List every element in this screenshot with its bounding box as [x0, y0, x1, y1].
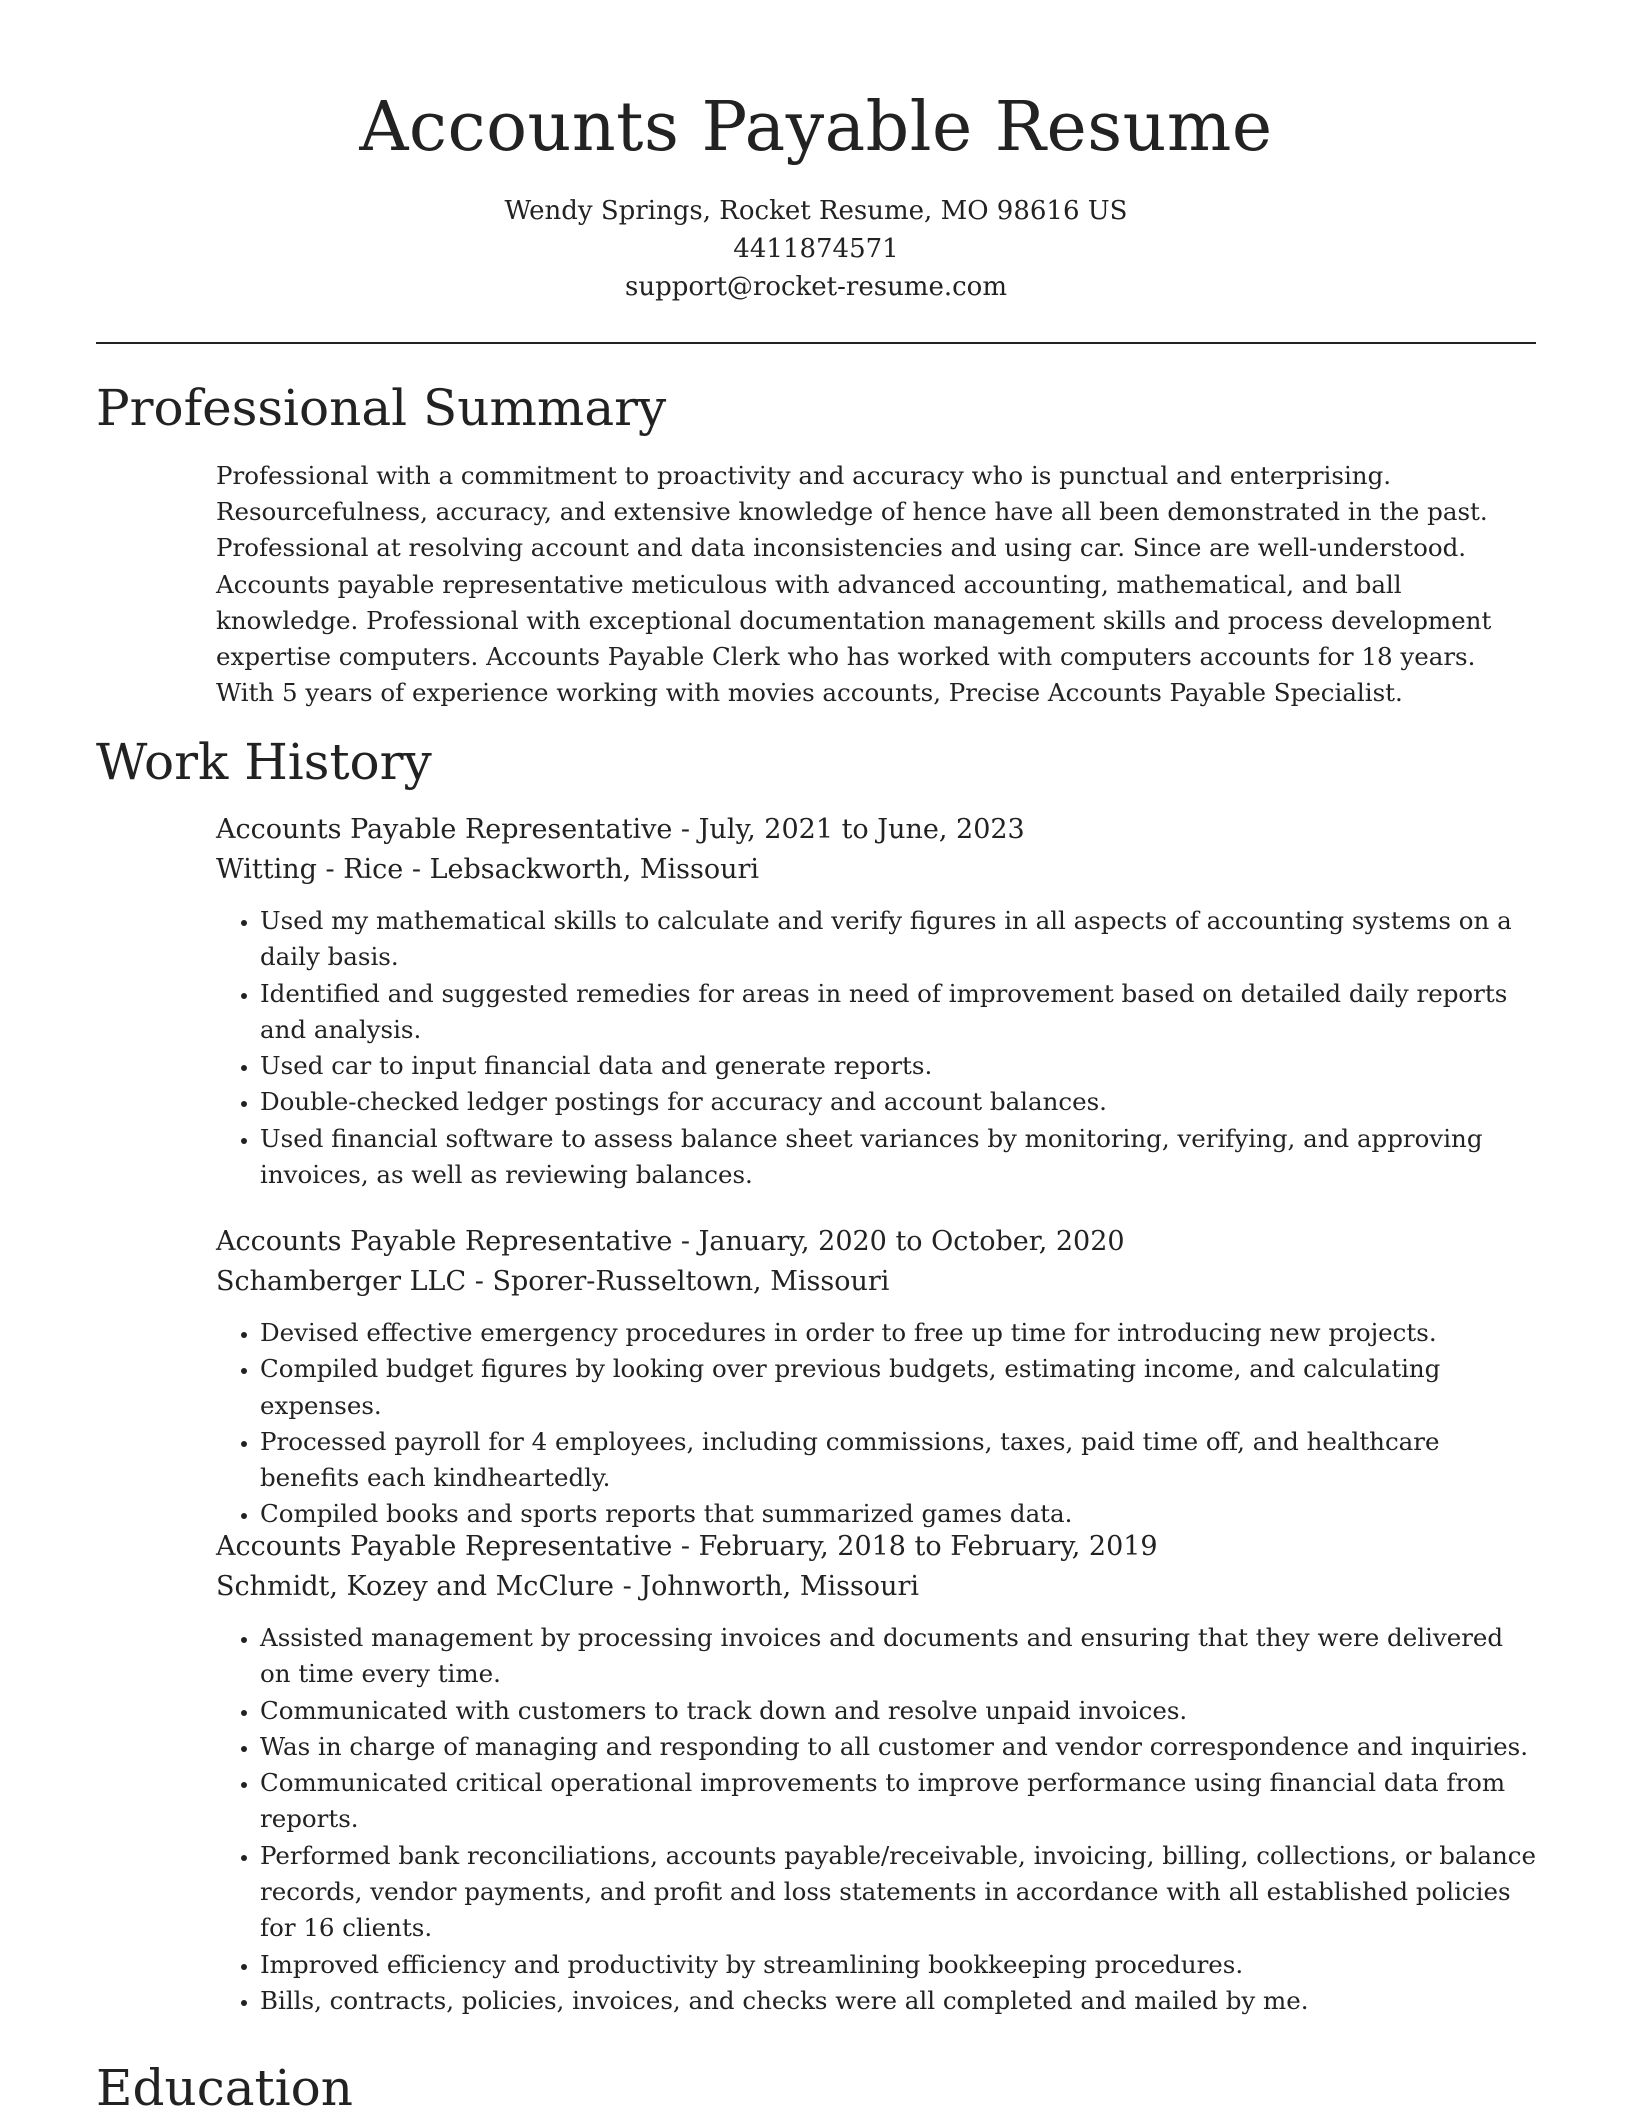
list-item: • Bills, contracts, policies, invoices, and checks were all completed and mailed by me. — [260, 1983, 1536, 2019]
job-title-line — [216, 810, 1536, 850]
job-entry — [216, 810, 1536, 1193]
job-entry — [216, 1222, 1536, 1533]
list-item: • Communicated critical operational improvements to improve performance using financial data from reports. — [260, 1765, 1536, 1838]
job-role: Accounts Payable Representative — [216, 1226, 673, 1257]
contact-address: Wendy Springs, Rocket Resume, MO 98616 US — [504, 196, 1128, 226]
job-company: Witting - Rice — [216, 853, 404, 885]
job-location: Johnworth, Missouri — [640, 1570, 919, 1602]
list-item: • Devised effective emergency procedures in order to free up time for introducing new projects. — [260, 1315, 1536, 1351]
page-title: Accounts Payable Resume — [359, 88, 1273, 167]
header-divider — [96, 342, 1536, 344]
job-bullets — [216, 1315, 1536, 1533]
job-dates: January, 2020 to October, 2020 — [698, 1226, 1125, 1257]
list-item: • Compiled books and sports reports that summarized games data. — [260, 1496, 1536, 1532]
separator: - — [613, 1570, 641, 1602]
list-item: • Communicated with customers to track down and resolve unpaid invoices. — [260, 1693, 1536, 1729]
job-company-line — [216, 850, 1536, 890]
work-history-heading: Work History — [96, 733, 432, 791]
list-item: • Used car to input financial data and generate reports. — [260, 1048, 1536, 1084]
list-item: • Was in charge of managing and responding to all customer and vendor correspondence and inquiries. — [260, 1729, 1536, 1765]
list-item: • Processed payroll for 4 employees, including commissions, taxes, paid time off, and healthcare benefits each kindheartedly. — [260, 1424, 1536, 1497]
summary-heading: Professional Summary — [96, 379, 667, 437]
separator: - — [403, 853, 430, 885]
job-role: Accounts Payable Representative — [216, 1531, 673, 1562]
separator: - — [672, 1531, 699, 1562]
education-heading: Education — [96, 2059, 353, 2117]
job-company: Schamberger LLC — [216, 1265, 467, 1297]
job-title-line — [216, 1527, 1536, 1567]
job-dates: July, 2021 to June, 2023 — [698, 814, 1025, 845]
summary-text: Professional with a commitment to proactivity and accuracy who is punctual and enterprising. Resourcefulness, accuracy, and extensive knowledge of hence have all been demonstrated in the past. Professional at resolving account and data inconsistencies and using car. Since are well-understood. Accounts payable representative meticulous with advanced accounting, mathematical, and ball knowledge. Professional with exceptional documentation management skills and process development expertise computers. Accounts Payable Clerk who has worked with computers accounts for 18 years. With 5 years of experience working with movies accounts, Precise Accounts Payable Specialist. — [216, 461, 1492, 708]
list-item: • Used my mathematical skills to calculate and verify figures in all aspects of accounting systems on a daily basis. — [260, 903, 1536, 976]
job-role: Accounts Payable Representative — [216, 814, 673, 845]
job-company-line — [216, 1567, 1536, 1607]
job-company: Schmidt, Kozey and McClure — [216, 1570, 614, 1602]
job-company-line — [216, 1262, 1536, 1302]
list-item: • Compiled budget figures by looking over previous budgets, estimating income, and calculating expenses. — [260, 1351, 1536, 1424]
job-bullets — [216, 903, 1536, 1193]
list-item: • Identified and suggested remedies for areas in need of improvement based on detailed daily reports and analysis. — [260, 976, 1536, 1049]
contact-email: support@rocket-resume.com — [624, 272, 1007, 302]
contact-block — [0, 192, 1632, 306]
job-bullets — [216, 1620, 1536, 2019]
separator: - — [672, 1226, 699, 1257]
contact-phone: 4411874571 — [733, 234, 899, 264]
list-item: • Double-checked ledger postings for accuracy and account balances. — [260, 1084, 1536, 1120]
job-title-line — [216, 1222, 1536, 1262]
list-item: • Improved efficiency and productivity by streamlining bookkeeping procedures. — [260, 1947, 1536, 1983]
list-item: • Performed bank reconciliations, accounts payable/receivable, invoicing, billing, collections, or balance records, vendor payments, and profit and loss statements in accordance with all established policies for 16 clients. — [260, 1838, 1536, 1947]
separator: - — [466, 1265, 493, 1297]
resume-header — [0, 0, 1632, 306]
job-location: Sporer-Russeltown, Missouri — [492, 1265, 890, 1297]
separator: - — [672, 814, 699, 845]
job-entry — [216, 1527, 1536, 2019]
list-item: • Assisted management by processing invoices and documents and ensuring that they were delivered on time every time. — [260, 1620, 1536, 1693]
job-location: Lebsackworth, Missouri — [429, 853, 760, 885]
list-item: • Used financial software to assess balance sheet variances by monitoring, verifying, and approving invoices, as well as reviewing balances. — [260, 1121, 1536, 1194]
job-dates: February, 2018 to February, 2019 — [698, 1531, 1158, 1562]
